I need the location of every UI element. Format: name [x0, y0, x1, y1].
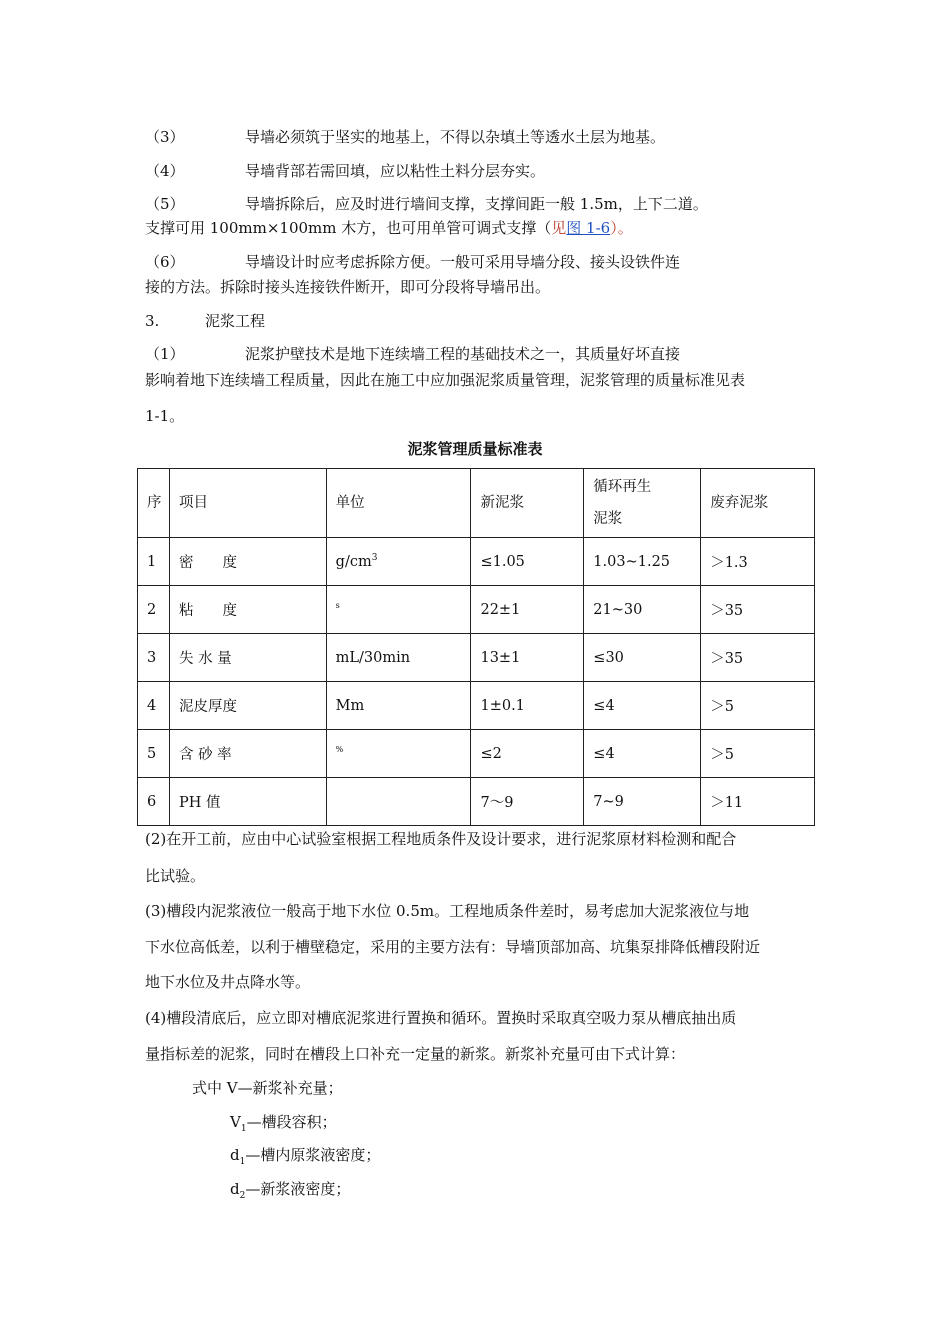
cell-unit [326, 538, 471, 586]
item-5-number: （5） [145, 195, 185, 213]
cell-seq: 3 [138, 634, 170, 682]
item-3 [145, 127, 665, 147]
cell-recycled: 21~30 [584, 586, 701, 634]
item-6-line2: 接的方法。拆除时接头连接铁件断开，即可分段将导墙吊出。 [145, 278, 551, 296]
section-3-heading [145, 311, 265, 331]
figure-1-6-link[interactable]: 图 1-6 [566, 219, 611, 237]
cell-seq: 4 [138, 682, 170, 730]
cell-item: 密 度 [169, 538, 326, 586]
cell-waste: ＞35 [701, 586, 815, 634]
formula-d2 [230, 1179, 350, 1206]
header-waste-mud: 废弃泥浆 [701, 469, 815, 538]
table-header-row [138, 469, 815, 538]
cell-new: 7～9 [471, 778, 584, 826]
header-recycled-mud [584, 469, 701, 538]
formula-v1 [230, 1112, 337, 1139]
cell-new: ≤2 [471, 730, 584, 778]
header-recycled-a: 循环再生 [593, 479, 652, 495]
cell-item: 失 水 量 [169, 634, 326, 682]
cell-unit: mL/30min [326, 634, 471, 682]
para-3-line2: 下水位高低差，以利于槽壁稳定，采用的主要方法有：导墙顶部加高、坑集泵排降低槽段附近 [145, 938, 761, 956]
d1-symbol: d [230, 1146, 240, 1164]
item-4-text: 导墙背部若需回填，应以粘性土料分层夯实。 [245, 162, 546, 180]
d2-symbol: d [230, 1180, 240, 1198]
v1-symbol: V [230, 1113, 241, 1131]
cell-unit-text: s [335, 601, 340, 611]
d2-subscript: 2 [239, 1191, 246, 1201]
cell-waste: ＞35 [701, 634, 815, 682]
table-row [138, 538, 815, 586]
item-6 [145, 252, 680, 272]
cell-new: ≤1.05 [471, 538, 584, 586]
header-seq: 序 [138, 469, 170, 538]
cell-recycled: ≤30 [584, 634, 701, 682]
d1-description: —槽内原浆液密度； [245, 1146, 381, 1164]
cell-seq: 6 [138, 778, 170, 826]
item-4-number: （4） [145, 162, 185, 180]
sec-item-1 [145, 344, 680, 364]
cell-seq: 2 [138, 586, 170, 634]
para-3-line3: 地下水位及井点降水等。 [145, 973, 311, 991]
para-2-line1: (2)在开工前，应由中心试验室根据工程地质条件及设计要求，进行泥浆原材料检测和配合 [145, 830, 737, 848]
item-6-line1: 导墙设计时应考虑拆除方便。一般可采用导墙分段、接头设铁件连 [245, 253, 681, 271]
cell-item: PH 值 [169, 778, 326, 826]
formula-intro: 式中 V—新浆补充量； [192, 1079, 343, 1097]
item-3-number: （3） [145, 128, 185, 146]
cell-unit [326, 730, 471, 778]
cell-unit [326, 586, 471, 634]
item-5-line2-text: 支撑可用 100mm×100mm 木方，也可用单管可调式支撑（ [145, 219, 552, 237]
cell-new: 1±0.1 [471, 682, 584, 730]
cell-seq: 1 [138, 538, 170, 586]
mud-quality-table [137, 468, 815, 826]
v1-description: —槽段容积； [246, 1113, 337, 1131]
header-recycled-b: 泥浆 [593, 511, 623, 527]
cell-new: 13±1 [471, 634, 584, 682]
table-row [138, 778, 815, 826]
cell-unit [326, 778, 471, 826]
cell-item: 粘 度 [169, 586, 326, 634]
cell-recycled: 7~9 [584, 778, 701, 826]
sec-item-1-line1: 泥浆护壁技术是地下连续墙工程的基础技术之一，其质量好坏直接 [245, 345, 681, 363]
cell-waste: ＞11 [701, 778, 815, 826]
cell-item: 泥皮厚度 [169, 682, 326, 730]
cell-waste: ＞5 [701, 682, 815, 730]
table-row [138, 634, 815, 682]
para-2-line2: 比试验。 [145, 867, 206, 885]
table-row [138, 586, 815, 634]
cell-item: 含 砂 率 [169, 730, 326, 778]
cell-recycled: ≤4 [584, 682, 701, 730]
cell-new: 22±1 [471, 586, 584, 634]
see-text: 见 [551, 219, 567, 237]
formula-d1 [230, 1145, 380, 1172]
item-5-line1: 导墙拆除后，应及时进行墙间支撑，支撑间距一般 1.5m，上下二道。 [245, 195, 708, 213]
section-3-number: 3. [145, 312, 160, 330]
sec-item-1-line3: 1-1。 [145, 407, 185, 425]
d1-subscript: 1 [239, 1157, 246, 1167]
v1-subscript: 1 [240, 1124, 247, 1134]
table-title: 泥浆管理质量标准表 [407, 440, 543, 458]
close-paren: ）。 [610, 219, 633, 237]
item-6-number: （6） [145, 253, 185, 271]
header-new-mud: 新泥浆 [471, 469, 584, 538]
cell-waste: ＞5 [701, 730, 815, 778]
section-3-title: 泥浆工程 [205, 312, 266, 330]
cell-seq: 5 [138, 730, 170, 778]
header-unit: 单位 [326, 469, 471, 538]
d2-description: —新浆液密度； [245, 1180, 351, 1198]
cell-unit: Mm [326, 682, 471, 730]
table-row [138, 730, 815, 778]
table-row [138, 682, 815, 730]
item-4 [145, 161, 545, 181]
para-4-line2: 量指标差的泥浆，同时在槽段上口补充一定量的新浆。新浆补充量可由下式计算： [145, 1045, 686, 1063]
cell-unit-text: % [335, 745, 344, 755]
cell-unit-sup: 3 [371, 553, 378, 564]
cell-waste: ＞1.3 [701, 538, 815, 586]
sec-item-1-line2: 影响着地下连续墙工程质量，因此在施工中应加强泥浆质量管理，泥浆管理的质量标准见表 [145, 371, 746, 389]
cell-recycled: 1.03~1.25 [584, 538, 701, 586]
cell-unit-text: g/cm [335, 553, 372, 570]
item-5 [145, 194, 708, 214]
item-3-text: 导墙必须筑于坚实的地基上，不得以杂填土等透水土层为地基。 [245, 128, 666, 146]
para-3-line1: (3)槽段内泥浆液位一般高于地下水位 0.5m。工程地质条件差时，易考虑加大泥浆液位与地 [145, 902, 750, 920]
para-4-line1: (4)槽段清底后，应立即对槽底泥浆进行置换和循环。置换时采取真空吸力泵从槽底抽出质 [145, 1009, 737, 1027]
cell-recycled: ≤4 [584, 730, 701, 778]
item-5-line2 [145, 218, 633, 238]
header-item: 项目 [169, 469, 326, 538]
sec-item-1-number: （1） [145, 345, 185, 363]
